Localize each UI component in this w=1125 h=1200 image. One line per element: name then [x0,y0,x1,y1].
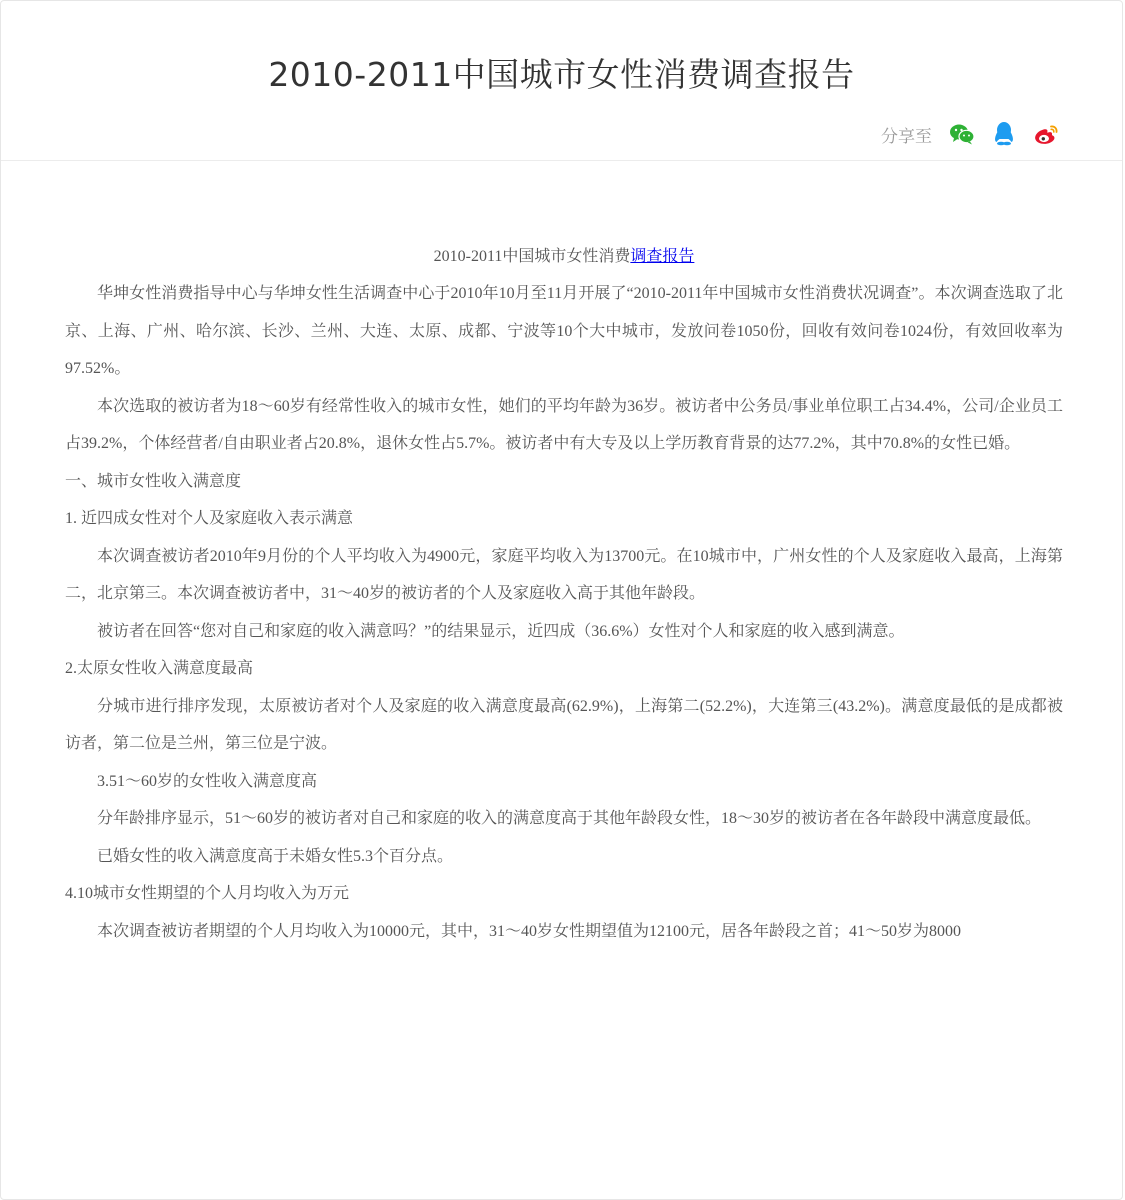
paragraph-intro: 华坤女性消费指导中心与华坤女性生活调查中心于2010年10月至11月开展了“2010-2011年中国城市女性消费状况调查”。本次调查选取了北京、上海、广州、哈尔滨、长沙、兰州、大连、太原、成都、宁波等10个大中城市，发放问卷1050份，回收有效问卷1024份，有效回收率为97.52%。 [65,285,1063,377]
section-heading-1: 一、城市女性收入满意度 [65,472,242,490]
paragraph-age-ranking: 分年龄排序显示，51～60岁的被访者对自己和家庭的收入的满意度高于其他年龄段女性，18～30岁的被访者在各年龄段中满意度最低。 [97,810,1042,827]
weibo-icon[interactable] [1032,120,1060,148]
report-link[interactable]: 调查报告 [630,248,695,265]
wechat-icon[interactable] [948,120,976,148]
article-header [1,1,1122,161]
share-label: 分享至 [881,126,932,147]
paragraph-city-ranking: 分城市进行排序发现，太原被访者对个人及家庭的收入满意度最高(62.9%)，上海第二(52.2%)，大连第三(43.2%)。满意度最低的是成都被访者，第二位是兰州，第三位是宁波。 [65,697,1063,752]
subsection-heading-1: 1. 近四成女性对个人及家庭收入表示满意 [65,510,354,527]
paragraph-respondents: 本次选取的被访者为18～60岁有经常性收入的城市女性，她们的平均年龄为36岁。被访者中公务员/事业单位职工占34.4%，公司/企业员工占39.2%，个体经营者/自由职业者占20.8%，退休女性占5.7%。被访者中有大专及以上学历教育背景的达77.2%，其中70.8%的女性已婚。 [65,397,1063,452]
subsection-heading-3: 3.51～60岁的女性收入满意度高 [97,772,318,790]
subsection-heading-2: 2.太原女性收入满意度最高 [65,660,254,677]
page-title: 2010-2011中国城市女性消费调查报告 [268,55,855,94]
paragraph-satisfaction: 被访者在回答“您对自己和家庭的收入满意吗？”的结果显示，近四成（36.6%）女性对个人和家庭的收入感到满意。 [97,622,905,640]
paragraph-expected-income: 本次调查被访者期望的个人月均收入为10000元，其中，31～40岁女性期望值为12100元，居各年龄段之首；41～50岁为8000 [97,922,962,940]
paragraph-income: 本次调查被访者2010年9月份的个人平均收入为4900元，家庭平均收入为13700元。在10城市中，广州女性的个人及家庭收入最高，上海第二，北京第三。本次调查被访者中，31～40岁的被访者的个人及家庭收入高于其他年龄段。 [65,547,1063,602]
subsection-heading-4: 4.10城市女性期望的个人月均收入为万元 [65,885,350,902]
article-body [65,239,1063,950]
share-bar [881,120,1060,148]
article-heading-text: 2010-2011中国城市女性消费 [433,248,631,265]
qq-icon[interactable] [990,120,1018,148]
article-heading [65,239,1063,275]
paragraph-married: 已婚女性的收入满意度高于未婚女性5.3个百分点。 [97,847,454,865]
